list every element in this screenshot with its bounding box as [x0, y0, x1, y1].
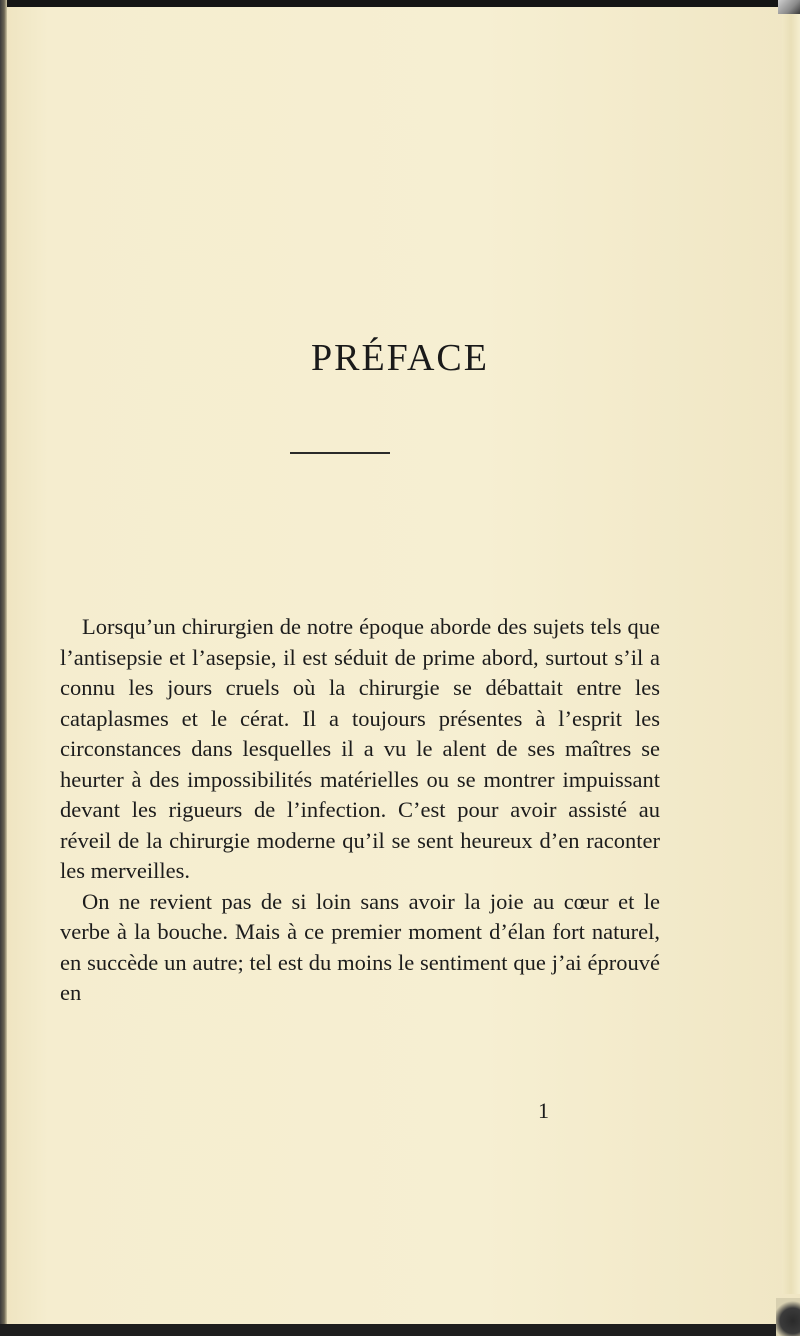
paragraph-1: Lorsqu’un chirurgien de notre époque aborde des sujets tels que l’antisepsie et l’asepsie, il est séduit de prime abord, surtout s’il a connu les jours cruels où la chirurgie se débattait entre les cataplasmes et le cérat. Il a toujours présentes à l’esprit les circonstances dans lesquelles il a vu le alent de ses maîtres se heurter à des impossibilités matérielles ou se montrer impuissant devant les rigueurs de l’infection. C’est pour avoir assisté au réveil de la chirurgie moderne qu’il se sent heureux d’en raconter les merveilles. [60, 614, 660, 883]
scan-top-edge [0, 0, 780, 7]
page-title: PRÉFACE [310, 337, 489, 379]
scan-bottom-edge [0, 1324, 780, 1336]
scan-top-corner [778, 0, 800, 14]
body-text [60, 612, 660, 1009]
paragraph-2: On ne revient pas de si loin sans avoir la joie au cœur et le verbe à la bouche. Mais à ce premier moment d’élan fort naturel, en succède un autre; tel est du moins le sentiment que j’ai éprouvé en [60, 888, 660, 1005]
scan-left-edge [0, 0, 7, 1336]
scan-bottom-corner [776, 1298, 800, 1336]
scan-right-margin [782, 14, 800, 1294]
page-number: 1 [538, 1098, 549, 1123]
title-divider [290, 452, 390, 454]
